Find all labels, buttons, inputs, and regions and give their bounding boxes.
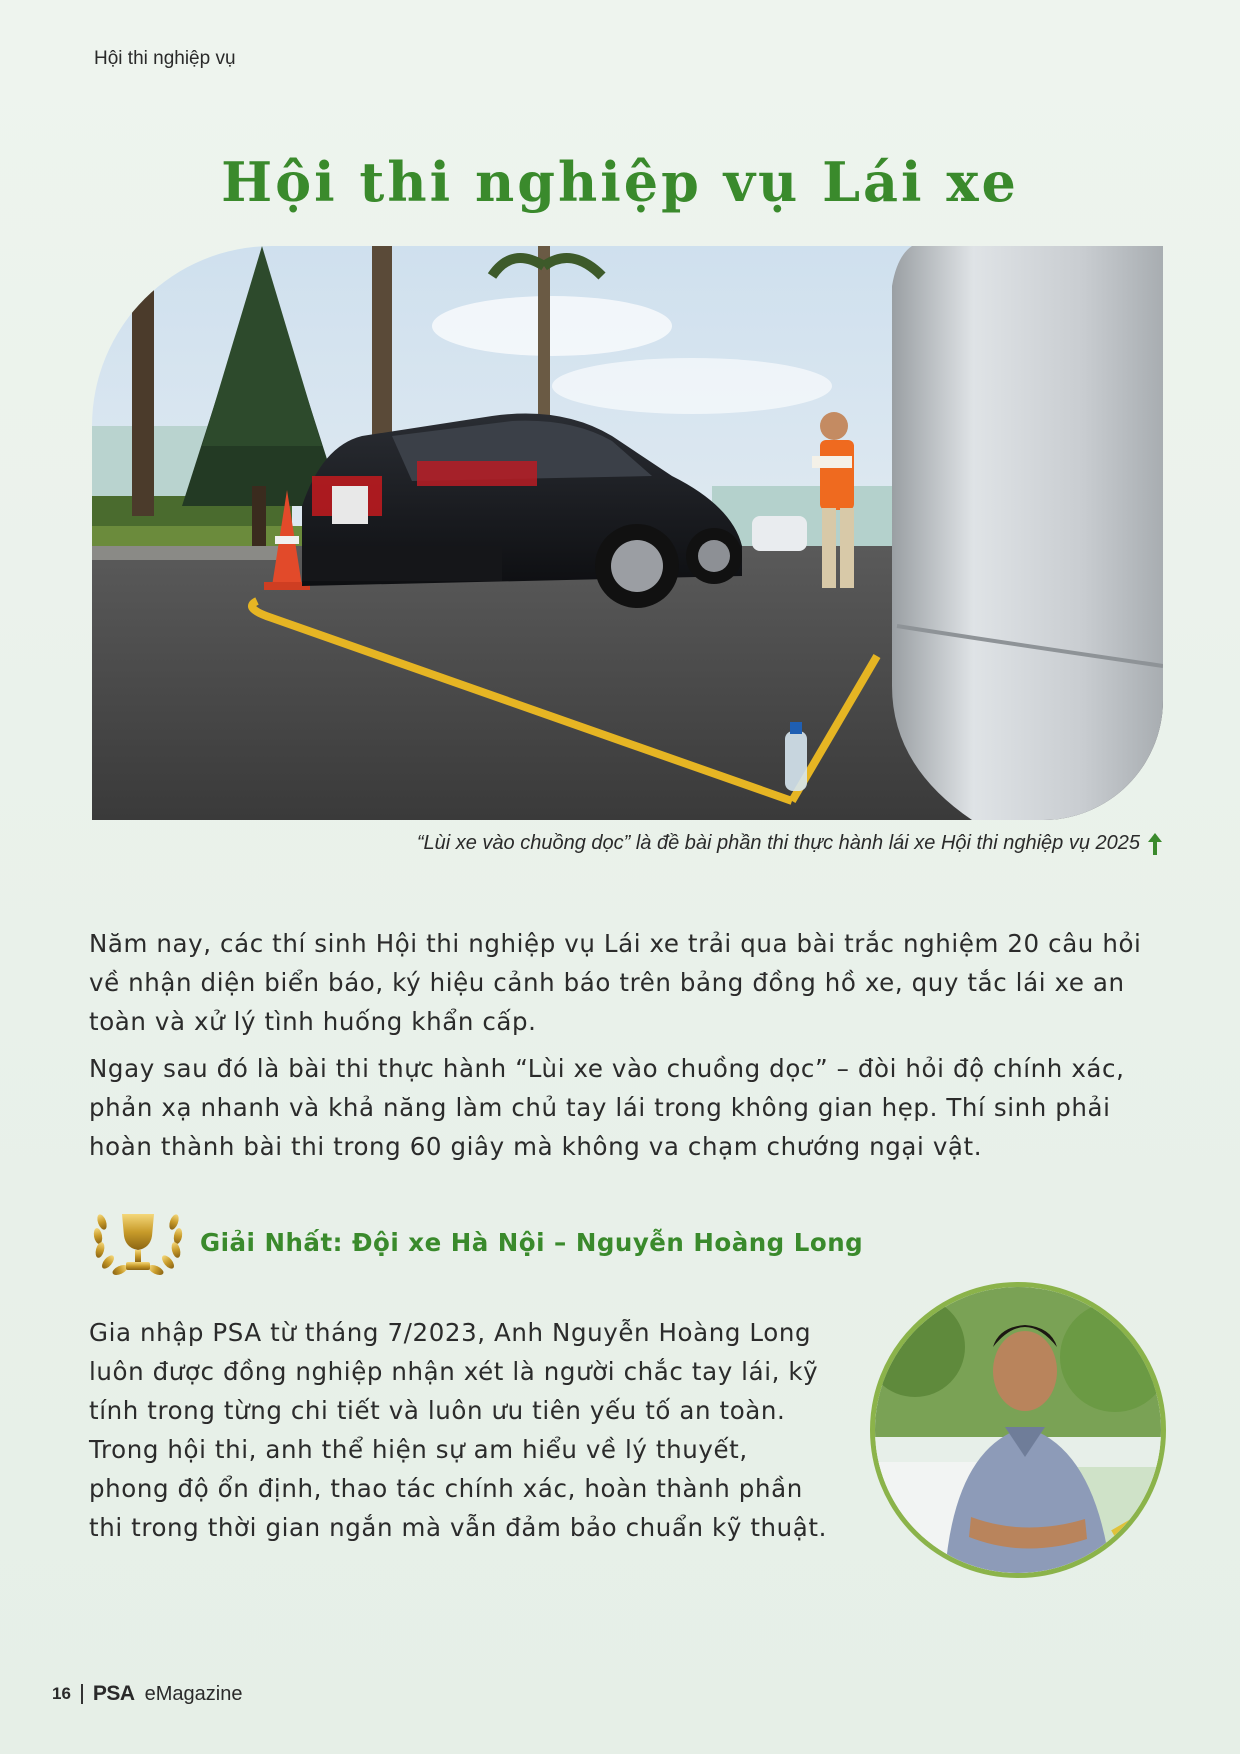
page-title: Hội thi nghiệp vụ Lái xe — [221, 150, 1019, 214]
section-label: Hội thi nghiệp vụ — [94, 48, 236, 69]
footer-divider — [81, 1684, 83, 1704]
practice-test-paragraph: Ngay sau đó là bài thi thực hành “Lùi xe vào chuồng dọc” – đòi hỏi độ chính xác, phản xạ nhanh và khả năng làm chủ tay lái trong không gian hẹp. Thí sinh phải hoàn thành bài thi trong 60 giây mà không va chạm chướng ngại vật. — [89, 1054, 1125, 1161]
trophy-laurel-icon — [90, 1200, 186, 1284]
arrow-up-icon — [1148, 833, 1162, 855]
driving-test-photo — [92, 246, 1163, 820]
brand-logo: PSA — [92, 1682, 135, 1705]
intro-paragraph: Năm nay, các thí sinh Hội thi nghiệp vụ Lái xe trải qua bài trắc nghiệm 20 câu hỏi về nhận diện biển báo, ký hiệu cảnh báo trên bảng đồng hồ xe, quy tắc lái xe an toàn và xử lý tình huống khẩn cấp. — [89, 929, 1142, 1036]
winner-portrait — [870, 1282, 1166, 1578]
publication-name: eMagazine — [144, 1682, 243, 1705]
winner-profile-paragraph: Gia nhập PSA từ tháng 7/2023, Anh Nguyễn Hoàng Long luôn được đồng nghiệp nhận xét là người chắc tay lái, kỹ tính trong từng chi tiết và luôn ưu tiên yếu tố an toàn. Trong hội thi, anh thể hiện sự am hiểu về lý thuyết, phong độ ổn định, thao tác chính xác, hoàn thành phần thi trong thời gian ngắn mà vẫn đảm bảo chuẩn kỹ thuật. — [89, 1318, 827, 1542]
page-footer — [52, 1682, 242, 1706]
photo-caption-text: “Lùi xe vào chuồng dọc” là đề bài phần thi thực hành lái xe Hội thi nghiệp vụ 2025 — [416, 832, 1140, 854]
award-heading — [90, 1200, 863, 1284]
award-title: Giải Nhất: Đội xe Hà Nội – Nguyễn Hoàng Long — [200, 1227, 864, 1257]
page-number: 16 — [52, 1684, 71, 1703]
photo-caption — [417, 832, 1162, 855]
